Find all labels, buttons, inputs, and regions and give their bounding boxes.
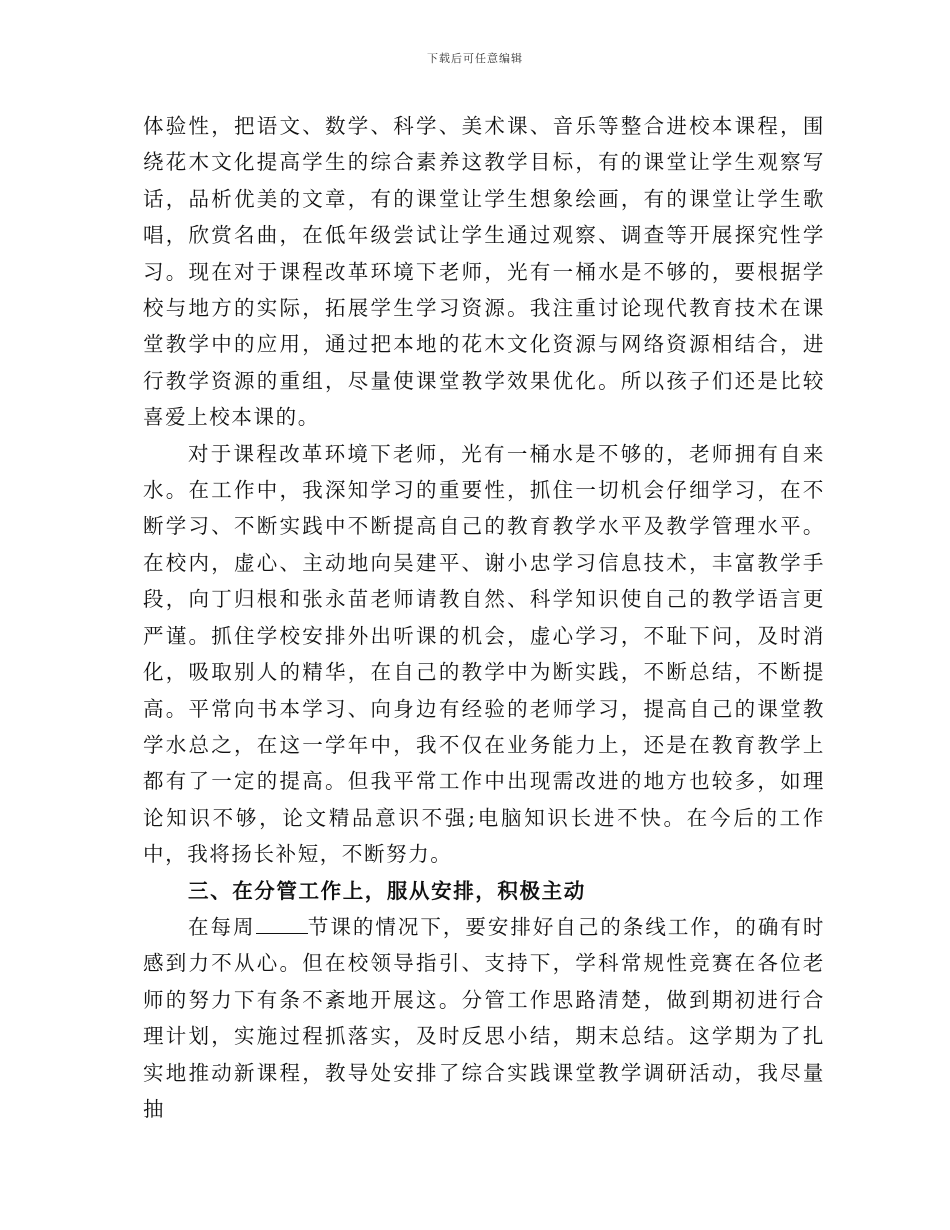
paragraph-3-rest: 节课的情况下，要安排好自己的条线工作，的确有时感到力不从心。但在校领导指引、支持下，学科常规性竞赛在各位老师的努力下有条不紊地开展这。分管工作思路清楚，做到期初进行合理计划，实施过程抓落实，及时反思小结，期末总结。这学期为了扎实地推动新课程，教导处安排了综合实践课堂教学调研活动，我尽量抽: [143, 914, 825, 1121]
paragraph-3-start: 在每周: [188, 914, 256, 939]
fill-in-blank: [256, 913, 308, 934]
page-header: 下载后可任意编辑: [427, 52, 523, 65]
paragraph-2: 对于课程改革环境下老师，光有一桶水是不够的，老师拥有自来水。在工作中，我深知学习的重要性，抓住一切机会仔细学习，在不断学习、不断实践中不断提高自己的教育教学水平及教学管理水平。在校内，虚心、主动地向吴建平、谢小忠学习信息技术，丰富教学手段，向丁归根和张永苗老师请教自然、科学知识使自己的教学语言更严谨。抓住学校安排外出听课的机会，虚心学习，不耻下问，及时消化，吸取别人的精华，在自己的教学中为断实践，不断总结，不断提高。平常向书本学习、向身边有经验的老师学习，提高自己的课堂教学水总之，在这一学年中，我不仅在业务能力上，还是在教育教学上都有了一定的提高。但我平常工作中出现需改进的地方也较多，如理论知识不够，论文精品意识不强;电脑知识长进不快。在今后的工作中，我将扬长补短，不断努力。: [143, 441, 825, 867]
document-body: [143, 108, 825, 1127]
section-heading-3: 三、在分管工作上，服从安排，积极主动: [188, 878, 586, 903]
paragraph-3: [143, 909, 825, 1127]
paragraph-1: 体验性，把语文、数学、科学、美术课、音乐等整合进校本课程，围绕花木文化提高学生的综合素养这教学目标，有的课堂让学生观察写话，品析优美的文章，有的课堂让学生想象绘画，有的课堂让学生歌唱，欣赏名曲，在低年级尝试让学生通过观察、调查等开展探究性学习。现在对于课程改革环境下老师，光有一桶水是不够的，要根据学校与地方的实际，拓展学生学习资源。我注重讨论现代教育技术在课堂教学中的应用，通过把本地的花木文化资源与网络资源相结合，进行教学资源的重组，尽量使课堂教学效果优化。所以孩子们还是比较喜爱上校本课的。: [143, 114, 825, 430]
